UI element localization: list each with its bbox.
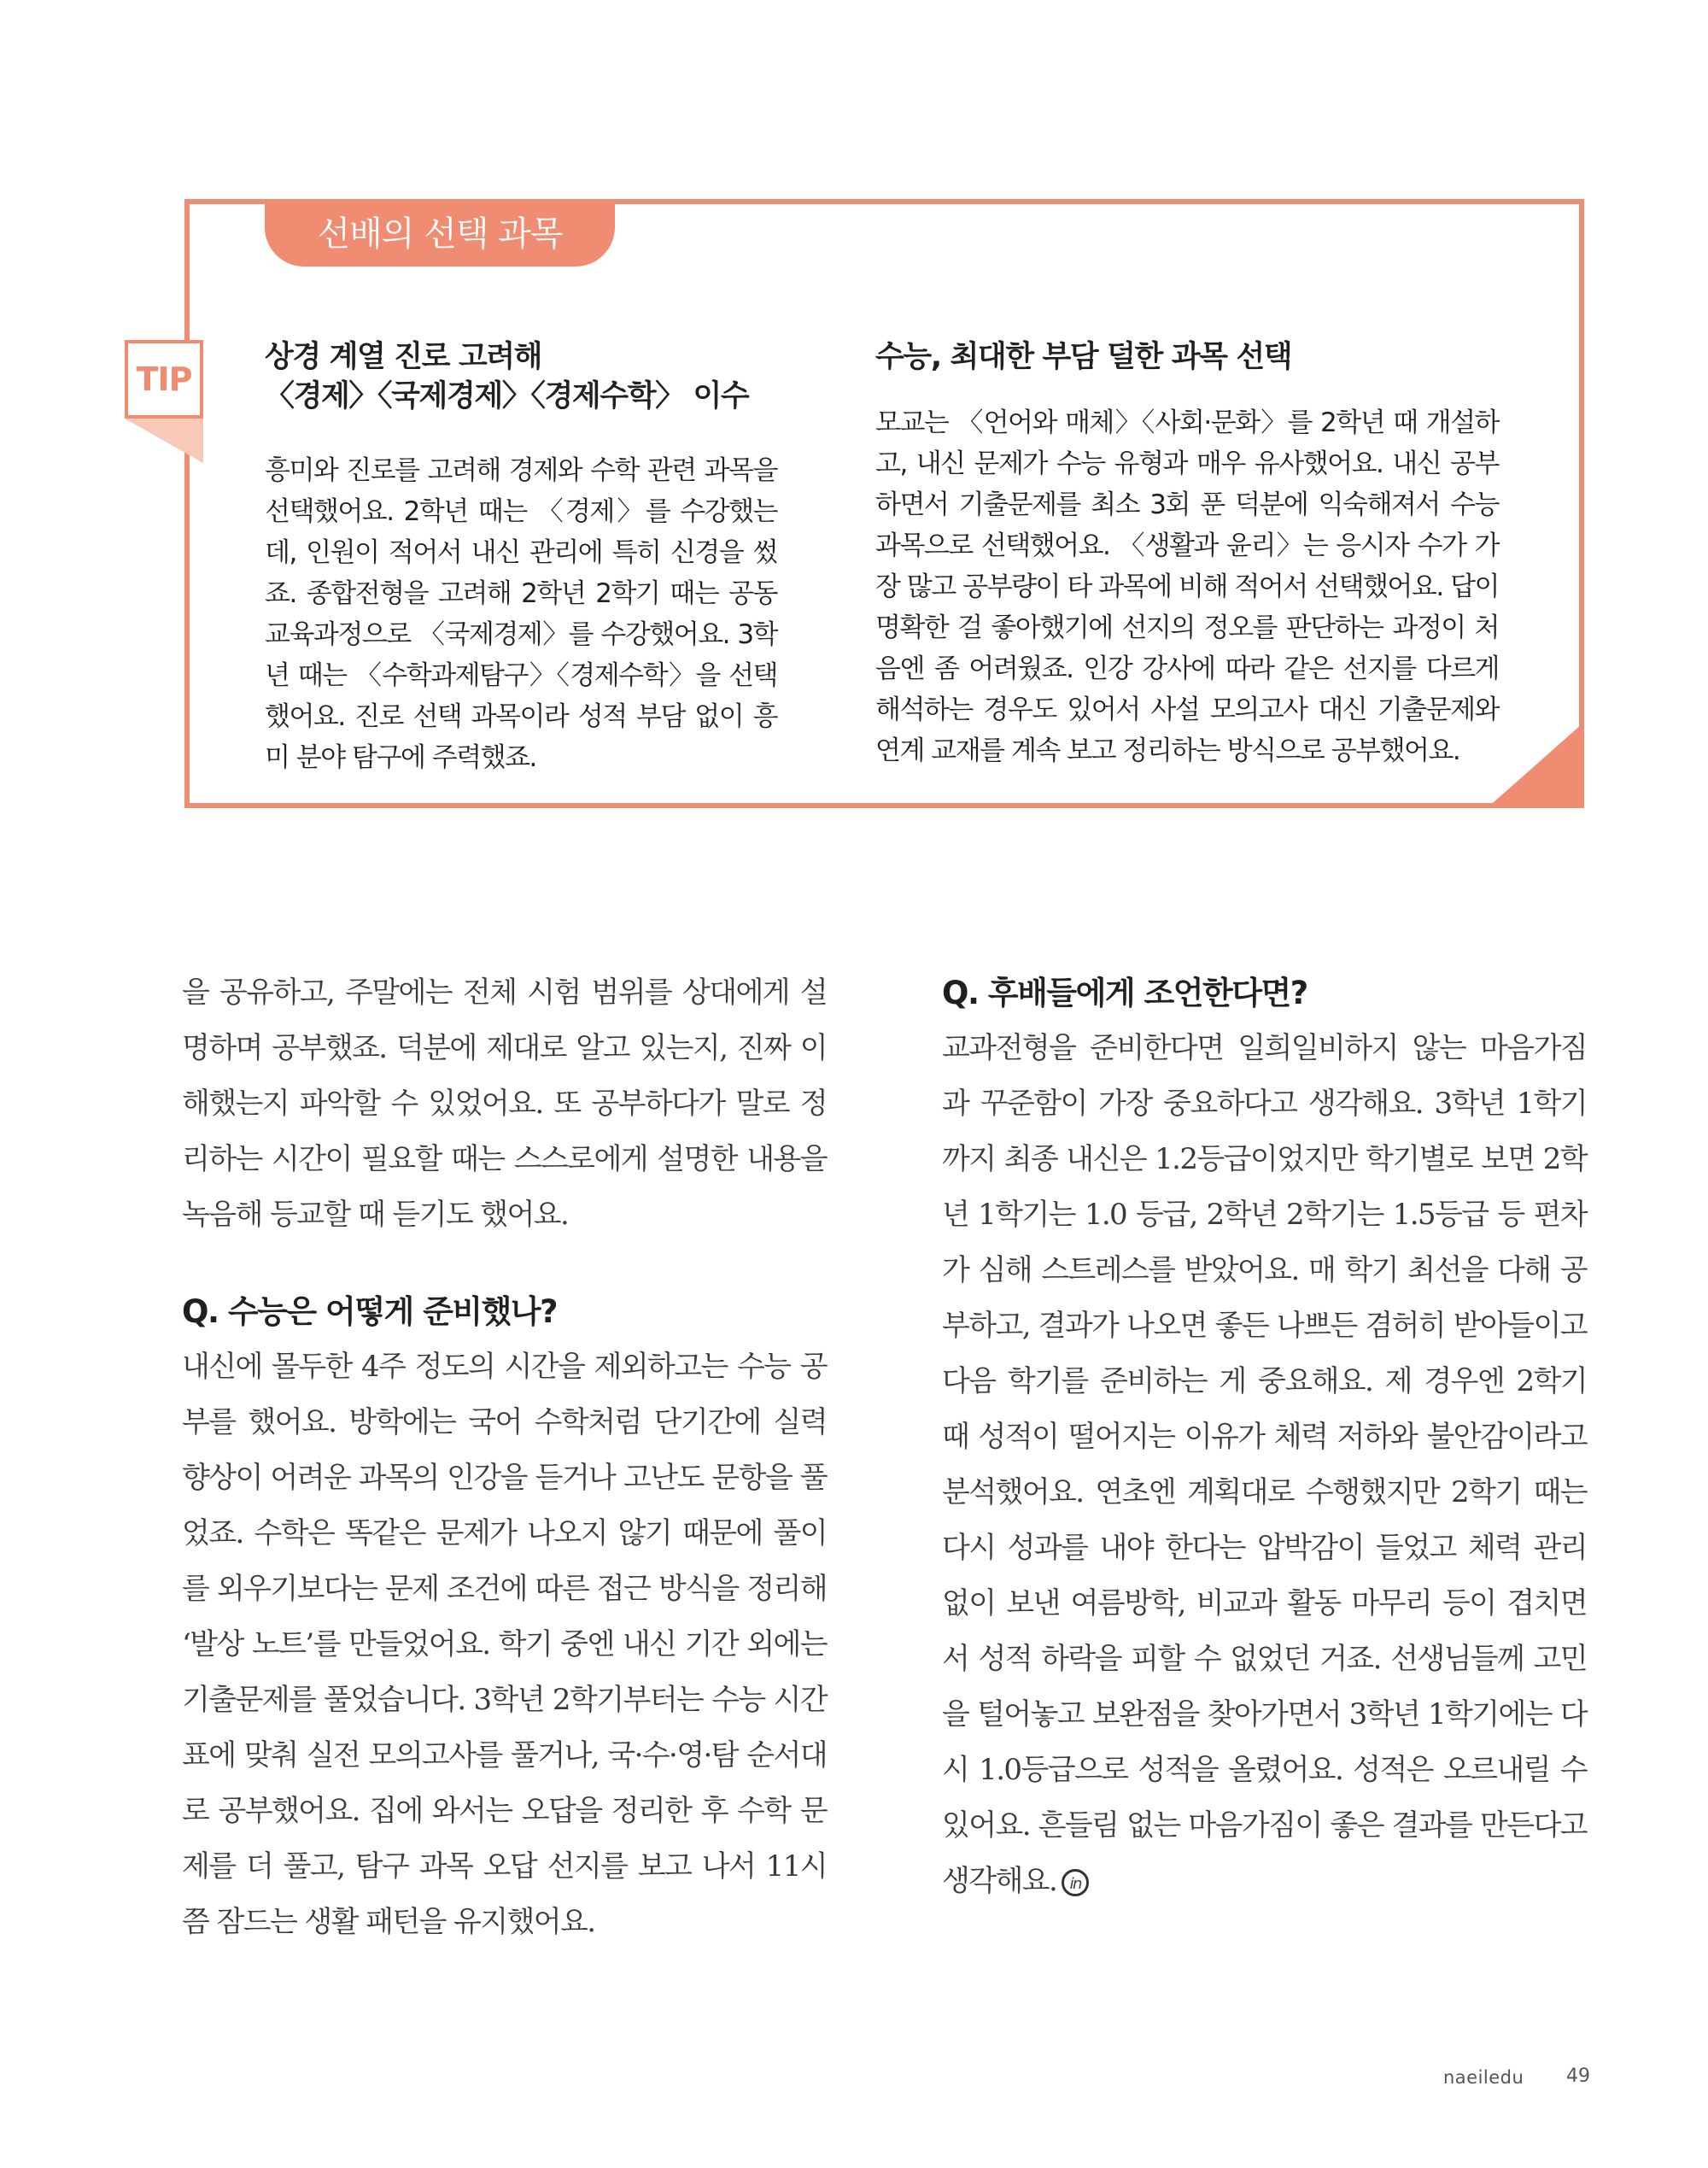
answer-paragraph-2 bbox=[942, 1021, 1587, 1909]
tip-left-body: 흥미와 진로를 고려해 경제와 수학 관련 과목을 선택했어요. 2학년 때는 〈경제〉를 수강했는데, 인원이 적어서 내신 관리에 특히 신경을 썼죠. 종합전형을 고려해 2학년 2학기 때는 공동 교육과정으로 〈국제경제〉를 수강했어요. 3학년 때는 〈수학과제탐구〉〈경제수학〉을 선택했어요. 진로 선택 과목이라 성적 부담 없이 흥미 분야 탐구에 주력했죠. bbox=[265, 455, 777, 773]
tip-title: 선배의 선택 과목 bbox=[265, 202, 615, 267]
tip-left-column bbox=[265, 337, 777, 778]
tip-right-body: 모교는 〈언어와 매체〉〈사회·문화〉를 2학년 때 개설하고, 내신 문제가 수능 유형과 매우 유사했어요. 내신 공부하면서 기출문제를 최소 3회 푼 덕분에 익숙해져서 수능 과목으로 선택했어요. 〈생활과 윤리〉는 응시자 수가 가장 많고 공부량이 타 과목에 비해 적어서 선택했어요. 답이 명확한 걸 좋아했기에 선지의 정오를 판단하는 과정이 처음엔 좀 어려웠죠. 인강 강사에 따라 같은 선지를 다르게 해석하는 경우도 있어서 사설 모의고사 대신 기출문제와 연계 교재를 계속 보고 정리하는 방식으로 공부했어요. bbox=[875, 407, 1499, 766]
answer-paragraph-1: 내신에 몰두한 4주 정도의 시간을 제외하고는 수능 공부를 했어요. 방학에는 국어 수학처럼 단기간에 실력 향상이 어려운 과목의 인강을 듣거나 고난도 문항을 풀었죠. 수학은 똑같은 문제가 나오지 않기 때문에 풀이를 외우기보다는 문제 조건에 따른 접근 방식을 정리해 ‘발상 노트’를 만들었어요. 학기 중엔 내신 기간 외에는 기출문제를 풀었습니다. 3학년 2학기부터는 수능 시간표에 맞춰 실전 모의고사를 풀거나, 국·수·영·탐 순서대로 공부했어요. 집에 와서는 오답을 정리한 후 수학 문제를 더 풀고, 탐구 과목 오답 선지를 보고 나서 11시쯤 잠드는 생활 패턴을 유지했어요. bbox=[182, 1350, 827, 1939]
tip-left-heading-1: 상경 계열 진로 고려해 bbox=[265, 340, 542, 374]
tip-corner-decoration bbox=[1493, 724, 1582, 803]
tip-left-heading-2: 〈경제〉〈국제경제〉〈경제수학〉 이수 bbox=[265, 379, 749, 413]
article-intro-paragraph: 을 공유하고, 주말에는 전체 시험 범위를 상대에게 설명하며 공부했죠. 덕분에 제대로 알고 있는지, 진짜 이해했는지 파악할 수 있었어요. 또 공부하다가 말로 정리하는 시간이 필요할 때는 스스로에게 설명한 내용을 녹음해 등교할 때 듣기도 했어요. bbox=[182, 976, 827, 1232]
article-right-column bbox=[942, 965, 1587, 1909]
article-left-column bbox=[182, 965, 827, 1950]
answer-2-text: 교과전형을 준비한다면 일희일비하지 않는 마음가짐과 꾸준함이 가장 중요하다고 생각해요. 3학년 1학기까지 최종 내신은 1.2등급이었지만 학기별로 보면 2학년 1학기는 1.0 등급, 2학년 2학기는 1.5등급 등 편차가 심해 스트레스를 받았어요. 매 학기 최선을 다해 공부하고, 결과가 나오면 좋든 나쁘든 겸허히 받아들이고 다음 학기를 준비하는 게 중요해요. 제 경우엔 2학기 때 성적이 떨어지는 이유가 체력 저하와 불안감이라고 분석했어요. 연초엔 계획대로 수행했지만 2학기 때는 다시 성과를 내야 한다는 압박감이 들었고 체력 관리 없이 보낸 여름방학, 비교과 활동 마무리 등이 겹치면서 성적 하락을 피할 수 없었던 거죠. 선생님들께 고민을 털어놓고 보완점을 찾아가면서 3학년 1학기에는 다시 1.0등급으로 성적을 올렸어요. 성적은 오르내릴 수 있어요. 흔들림 없는 마음가짐이 좋은 결과를 만든다고 생각해요. bbox=[942, 1031, 1587, 1898]
question-heading-2: Q. 후배들에게 조언한다면? bbox=[942, 975, 1307, 1011]
tip-badge: TIP bbox=[125, 340, 203, 419]
question-heading-1: Q. 수능은 어떻게 준비했나? bbox=[182, 1293, 558, 1330]
page-number: 49 bbox=[1566, 2065, 1590, 2087]
end-mark-icon: in bbox=[1062, 1869, 1089, 1896]
tip-right-column bbox=[875, 337, 1499, 771]
footer-brand: naeiledu bbox=[1443, 2067, 1524, 2088]
tip-right-heading: 수능, 최대한 부담 덜한 과목 선택 bbox=[875, 340, 1292, 374]
